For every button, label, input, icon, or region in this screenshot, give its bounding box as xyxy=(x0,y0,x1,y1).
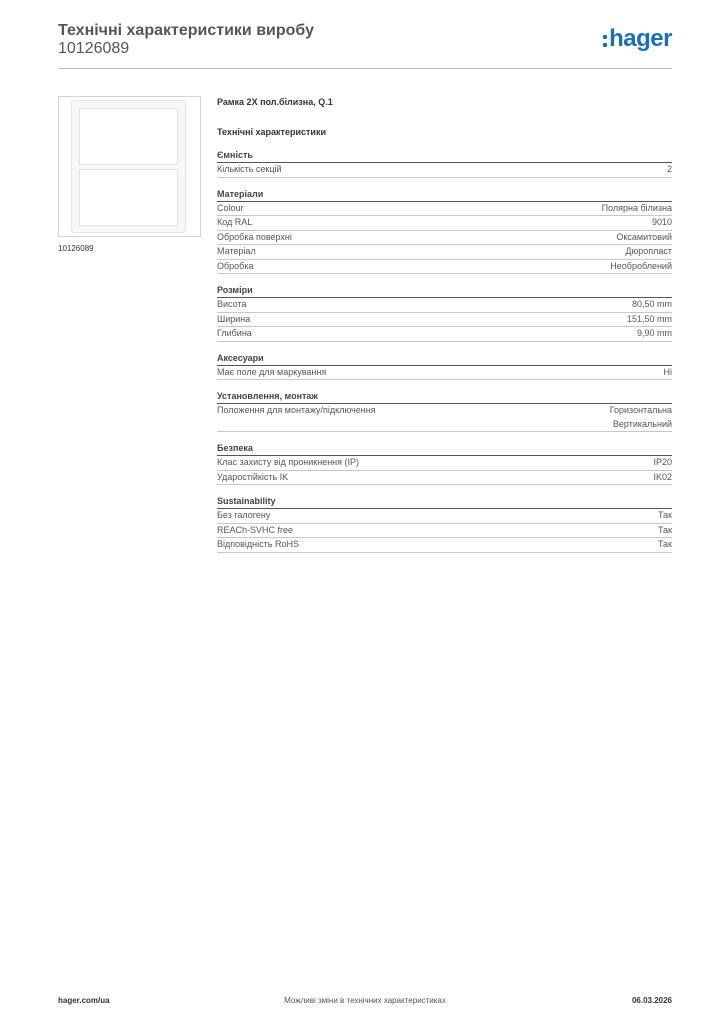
spec-group-title: Матеріали xyxy=(217,187,672,202)
spec-value-line: Полярна білизна xyxy=(601,202,672,213)
spec-label: Без галогену xyxy=(217,510,271,520)
frame-opening-top xyxy=(79,108,178,165)
spec-row xyxy=(217,327,672,342)
spec-value-line: 80,50 mm xyxy=(631,299,672,309)
spec-row xyxy=(217,456,672,471)
spec-value xyxy=(652,216,672,230)
spec-group-title: Ємність xyxy=(217,148,672,163)
footer-disclaimer: Можливі зміни в технічних характеристиках xyxy=(284,996,446,1005)
spec-group-title: Розміри xyxy=(217,283,672,298)
spec-value-line: Горизонтальна xyxy=(609,405,672,415)
spec-value xyxy=(658,509,672,523)
page-footer xyxy=(58,996,672,1008)
document-number: 10126089 xyxy=(58,40,130,57)
spec-row xyxy=(217,260,672,275)
footer-date: 06.03.2026 xyxy=(631,996,672,1005)
spec-group-title: Аксесуари xyxy=(217,351,672,366)
spec-label: Код RAL xyxy=(217,217,253,227)
spec-value-line: 9,90 mm xyxy=(636,328,672,338)
spec-value-line: Ні xyxy=(663,366,672,377)
spec-group-title: Установлення, монтаж xyxy=(217,389,672,404)
spec-value xyxy=(632,298,672,312)
spec-value xyxy=(627,313,672,327)
spec-row xyxy=(217,298,672,313)
spec-value xyxy=(658,524,672,538)
image-caption: 10126089 xyxy=(58,244,94,253)
spec-row xyxy=(217,202,672,217)
hager-logo xyxy=(603,24,672,54)
spec-row xyxy=(217,366,672,381)
spec-group xyxy=(217,494,672,553)
spec-value xyxy=(616,231,672,245)
spec-label: Висота xyxy=(217,299,247,309)
product-image xyxy=(58,96,201,237)
frame-opening-bottom xyxy=(79,169,178,226)
spec-value-line: Так xyxy=(657,539,672,549)
spec-row xyxy=(217,163,672,178)
spec-group xyxy=(217,389,672,432)
spec-value-line: 9010 xyxy=(651,217,672,227)
footer-website: hager.com/ua xyxy=(58,996,110,1005)
spec-group xyxy=(217,148,672,178)
logo-text: hager xyxy=(609,25,672,52)
specs-heading: Технічні характеристики xyxy=(217,127,326,137)
spec-group-title: Sustainability xyxy=(217,494,672,509)
spec-value-line: Так xyxy=(657,510,672,520)
spec-value xyxy=(637,327,672,341)
spec-label: Матеріал xyxy=(217,246,256,256)
spec-label: Має поле для маркування xyxy=(217,366,327,377)
spec-row xyxy=(217,216,672,231)
spec-groups xyxy=(217,148,672,553)
spec-value-line: Дюропласт xyxy=(625,246,672,256)
spec-row xyxy=(217,524,672,539)
spec-label: REACh-SVHC free xyxy=(217,524,294,535)
spec-value xyxy=(610,260,672,274)
spec-value-line: 2 xyxy=(666,164,672,174)
spec-value-line: Вертикальний xyxy=(612,418,672,429)
double-frame-icon xyxy=(71,100,186,233)
page-header xyxy=(58,20,672,68)
spec-value-line: Оксамитовий xyxy=(616,231,672,242)
document-title: Технічні характеристики виробу xyxy=(58,22,314,39)
spec-value-line: Необроблений xyxy=(610,260,672,271)
spec-group-title: Безпека xyxy=(217,441,672,456)
spec-value xyxy=(667,163,672,177)
spec-row xyxy=(217,404,672,432)
spec-group xyxy=(217,351,672,381)
spec-label: Colour xyxy=(217,202,244,213)
spec-content xyxy=(217,96,672,553)
spec-label: Глибина xyxy=(217,328,252,338)
header-divider xyxy=(58,68,672,69)
spec-row xyxy=(217,313,672,328)
spec-label: Клас захисту від проникнення (IP) xyxy=(217,457,360,467)
spec-group xyxy=(217,187,672,275)
spec-value xyxy=(653,456,672,470)
spec-label: Відповідність RoHS xyxy=(217,539,299,549)
spec-label: Кількість секцій xyxy=(217,164,282,174)
spec-label: Положення для монтажу/підключення xyxy=(217,405,376,415)
spec-row xyxy=(217,471,672,486)
product-name: Рамка 2X пол.білизна, Q.1 xyxy=(217,97,333,107)
spec-row xyxy=(217,538,672,553)
spec-value-line: 151,50 mm xyxy=(626,313,672,324)
spec-row xyxy=(217,231,672,246)
spec-value xyxy=(664,366,673,380)
spec-row xyxy=(217,245,672,260)
logo-colon-icon xyxy=(603,35,607,47)
spec-label: Ударостійкість IK xyxy=(217,471,289,482)
spec-value xyxy=(625,245,672,259)
spec-value-line: IP20 xyxy=(653,457,672,467)
spec-value-line: IK02 xyxy=(653,471,672,482)
spec-value xyxy=(658,538,672,552)
spec-label: Обробка поверхні xyxy=(217,231,292,242)
spec-label: Обробка xyxy=(217,260,254,271)
spec-value xyxy=(653,471,672,485)
spec-group xyxy=(217,441,672,485)
spec-label: Ширина xyxy=(217,313,251,324)
spec-row xyxy=(217,509,672,524)
spec-group xyxy=(217,283,672,342)
spec-value xyxy=(602,202,672,216)
spec-value-line: Так xyxy=(657,524,672,535)
spec-value xyxy=(610,404,672,431)
